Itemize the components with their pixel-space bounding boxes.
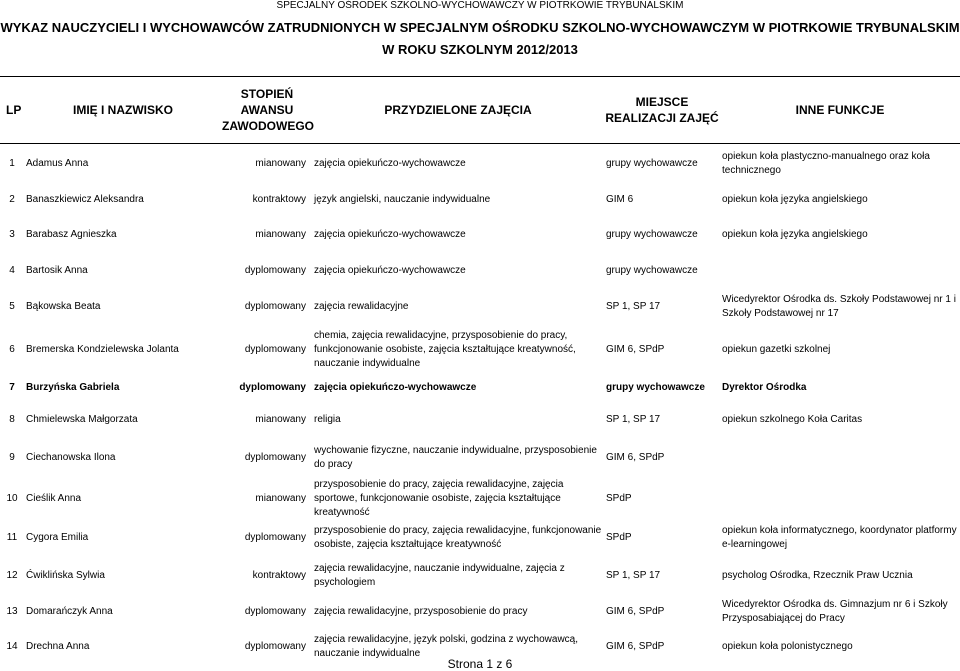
row-lp: 13	[6, 605, 18, 617]
row-degree: kontraktowy	[252, 193, 306, 205]
table-row	[0, 326, 960, 374]
row-other: opiekun szkolnego Koła Caritas	[722, 413, 863, 425]
row-degree: dyplomowany	[244, 605, 306, 617]
row-lp: 2	[9, 193, 15, 205]
row-name: Cygora Emilia	[26, 531, 89, 543]
row-other	[720, 478, 960, 520]
row-lp: 14	[6, 640, 18, 652]
table-row	[0, 144, 960, 184]
row-other	[720, 254, 960, 288]
row-classes: zajęcia rewalidacyjne, przysposobienie do pracy	[314, 605, 528, 617]
table-row	[0, 254, 960, 288]
row-place: GIM 6, SPdP	[606, 640, 665, 652]
row-name: Banaszkiewicz Aleksandra	[26, 193, 144, 205]
row-other: opiekun koła języka angielskiego	[722, 193, 868, 205]
row-degree: mianowany	[255, 228, 306, 240]
row-degree: dyplomowany	[244, 264, 306, 276]
row-place: SPdP	[606, 492, 632, 504]
row-other: Wicedyrektor Ośrodka ds. Gimnazjum nr 6 i Szkoły Przysposabiającej do Pracy	[722, 598, 948, 624]
row-classes: zajęcia rewalidacyjne, język polski, godzina z wychowawcą, nauczanie indywidualne	[314, 633, 579, 659]
row-place: grupy wychowawcze	[606, 228, 698, 240]
teachers-table	[0, 76, 960, 666]
column-header-degree: STOPIEŃ AWANSU ZAWODOWEGO	[222, 77, 312, 144]
row-lp: 8	[9, 413, 15, 425]
row-name: Bąkowska Beata	[26, 300, 101, 312]
row-lp: 7	[9, 381, 15, 393]
row-other: Wicedyrektor Ośrodka ds. Szkoły Podstawowej nr 1 i Szkoły Podstawowej nr 17	[722, 293, 956, 319]
row-lp: 5	[9, 300, 15, 312]
row-place: grupy wychowawcze	[606, 381, 705, 393]
table-row	[0, 216, 960, 254]
row-name: Cieślik Anna	[26, 492, 82, 504]
organization-name: SPECJALNY OŚRODEK SZKOLNO-WYCHOWAWCZY W PIOTRKOWIE TRYBUNALSKIM	[276, 0, 684, 11]
table-row	[0, 402, 960, 438]
row-other: psycholog Ośrodka, Rzecznik Praw Ucznia	[722, 569, 913, 581]
row-classes: zajęcia opiekuńczo-wychowawcze	[314, 228, 466, 240]
row-classes: zajęcia rewalidacyjne	[314, 300, 409, 312]
row-degree: dyplomowany	[244, 451, 306, 463]
row-degree: kontraktowy	[252, 569, 306, 581]
row-name: Ćwiklińska Sylwia	[26, 569, 105, 581]
row-lp: 9	[9, 451, 15, 463]
row-degree: mianowany	[255, 157, 306, 169]
row-lp: 3	[9, 228, 15, 240]
row-name: Domarańczyk Anna	[26, 605, 113, 617]
row-classes: zajęcia opiekuńczo-wychowawcze	[314, 381, 477, 393]
column-header-other: INNE FUNKCJE	[720, 77, 960, 144]
row-other	[720, 438, 960, 478]
table-row	[0, 438, 960, 478]
row-degree: dyplomowany	[244, 343, 306, 355]
row-classes: przysposobienie do pracy, zajęcia rewalidacyjne, zajęcia sportowe, funkcjonowanie osobiste, zajęcia kształtujące kreatywność	[314, 478, 564, 518]
row-place: SPdP	[606, 531, 632, 543]
row-degree: dyplomowany	[244, 300, 306, 312]
row-classes: zajęcia opiekuńczo-wychowawcze	[314, 264, 466, 276]
row-place: grupy wychowawcze	[606, 264, 698, 276]
row-classes: przysposobienie do pracy, zajęcia rewalidacyjne, funkcjonowanie osobiste, zajęcia kształtujące kreatywność	[314, 524, 602, 550]
row-other: opiekun gazetki szkolnej	[722, 343, 831, 355]
column-header-classes: PRZYDZIELONE ZAJĘCIA	[312, 77, 604, 144]
row-classes: wychowanie fizyczne, nauczanie indywidualne, przysposobienie do pracy	[314, 444, 597, 470]
row-name: Bartosik Anna	[26, 264, 88, 276]
row-classes: zajęcia rewalidacyjne, nauczanie indywidualne, zajęcia z psychologiem	[314, 562, 565, 588]
page-footer: Strona 1 z 6	[447, 657, 513, 671]
row-lp: 12	[6, 569, 18, 581]
row-lp: 4	[9, 264, 15, 276]
row-lp: 6	[9, 343, 15, 355]
row-lp: 10	[6, 492, 18, 504]
row-classes: chemia, zajęcia rewalidacyjne, przysposobienie do pracy, funkcjonowanie osobiste, zajęcia kształtujące kreatywność, nauczanie indywidualne	[314, 329, 576, 369]
row-place: SP 1, SP 17	[606, 569, 661, 581]
table-row	[0, 374, 960, 402]
column-header-place: MIEJSCE REALIZACJI ZAJĘĆ	[604, 77, 720, 144]
table-row	[0, 184, 960, 216]
row-other: opiekun koła polonistycznego	[722, 640, 853, 652]
column-header-name: IMIĘ I NAZWISKO	[24, 77, 222, 144]
row-lp: 1	[9, 157, 15, 169]
row-place: SP 1, SP 17	[606, 300, 661, 312]
row-name: Burzyńska Gabriela	[26, 381, 120, 393]
row-name: Ciechanowska Ilona	[26, 451, 116, 463]
row-other: opiekun koła plastyczno-manualnego oraz koła technicznego	[722, 150, 930, 176]
table-row	[0, 520, 960, 556]
row-degree: dyplomowany	[244, 640, 306, 652]
row-name: Barabasz Agnieszka	[26, 228, 117, 240]
row-degree: dyplomowany	[239, 381, 306, 393]
table-row	[0, 288, 960, 326]
row-place: GIM 6, SPdP	[606, 451, 665, 463]
row-classes: religia	[314, 413, 341, 425]
row-name: Bremerska Kondzielewska Jolanta	[26, 343, 179, 355]
row-place: SP 1, SP 17	[606, 413, 661, 425]
row-place: GIM 6	[606, 193, 634, 205]
document-subtitle: W ROKU SZKOLNYM 2012/2013	[382, 42, 578, 57]
row-degree: mianowany	[255, 413, 306, 425]
row-name: Chmielewska Małgorzata	[26, 413, 138, 425]
column-header-lp: LP	[0, 77, 24, 144]
table-body	[0, 144, 960, 666]
table-row	[0, 478, 960, 520]
row-lp: 11	[6, 531, 18, 543]
table-row	[0, 556, 960, 596]
row-name: Drechna Anna	[26, 640, 90, 652]
row-other: Dyrektor Ośrodka	[722, 381, 807, 393]
row-degree: mianowany	[255, 492, 306, 504]
row-classes: zajęcia opiekuńczo-wychowawcze	[314, 157, 466, 169]
document-title: WYKAZ NAUCZYCIELI I WYCHOWAWCÓW ZATRUDNIONYCH W SPECJALNYM OŚRODKU SZKOLNO-WYCHOWAWCZYM W PIOTRKOWIE TRYBUNALSKIM	[0, 20, 960, 35]
table-row	[0, 596, 960, 628]
row-classes: język angielski, nauczanie indywidualne	[314, 193, 491, 205]
row-other: opiekun koła języka angielskiego	[722, 228, 868, 240]
row-name: Adamus Anna	[26, 157, 89, 169]
table-header-row	[0, 77, 960, 144]
row-degree: dyplomowany	[244, 531, 306, 543]
row-place: grupy wychowawcze	[606, 157, 698, 169]
row-place: GIM 6, SPdP	[606, 605, 665, 617]
row-other: opiekun koła informatycznego, koordynator platformy e-learningowej	[722, 524, 957, 550]
row-place: GIM 6, SPdP	[606, 343, 665, 355]
